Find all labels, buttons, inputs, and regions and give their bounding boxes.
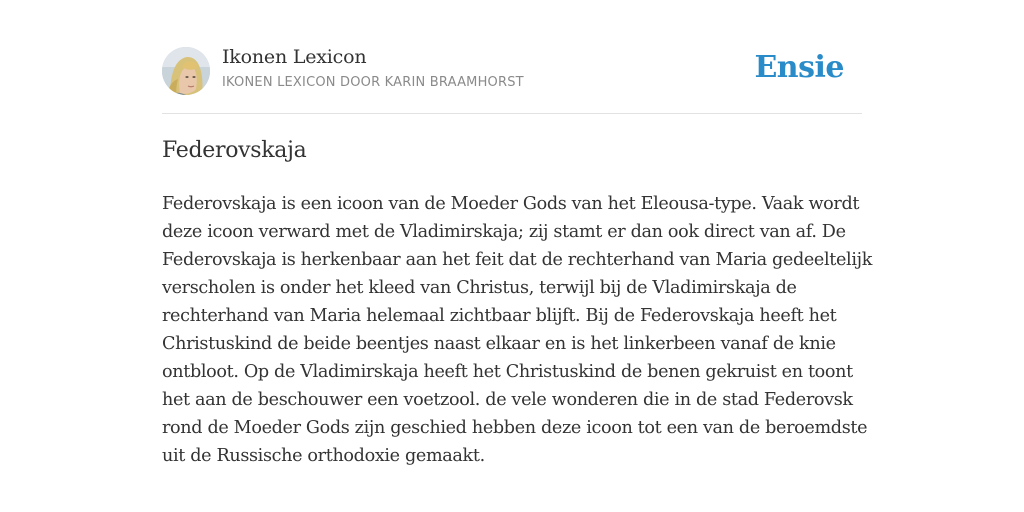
author-subtitle: IKONEN LEXICON DOOR KARIN BRAAMHORST <box>222 75 524 90</box>
author-name[interactable]: Ikonen Lexicon <box>222 46 367 68</box>
avatar[interactable] <box>162 47 210 95</box>
avatar-portrait-icon <box>162 47 210 95</box>
page-title: Federovskaja <box>162 138 307 163</box>
ensie-logo-link[interactable]: Ensie <box>754 50 844 85</box>
article-body: Federovskaja is een icoon van de Moeder Gods van het Eleousa-type. Vaak wordt deze icoon verward met de Vladimirskaja; zij stamt er dan ook direct van af. De Federovskaja is herkenbaar aan het feit dat de rechterhand van Maria gedeeltelijk verscholen is onder het kleed van Christus, terwijl bij de Vladimirskaja de rechterhand van Maria helemaal zichtbaar blijft. Bij de Federovskaja heeft het Christuskind de beide beentjes naast elkaar en is het linkerbeen vanaf de knie ontbloot. Op de Vladimirskaja heeft het Christuskind de benen gekruist en toont het aan de beschouwer een voetzool. de vele wonderen die in de stad Federovsk rond de Moeder Gods zijn geschied hebben deze icoon tot een van de beroemdste uit de Russische orthodoxie gemaakt. <box>162 194 873 466</box>
author-header <box>162 44 862 96</box>
header-divider <box>162 113 862 114</box>
